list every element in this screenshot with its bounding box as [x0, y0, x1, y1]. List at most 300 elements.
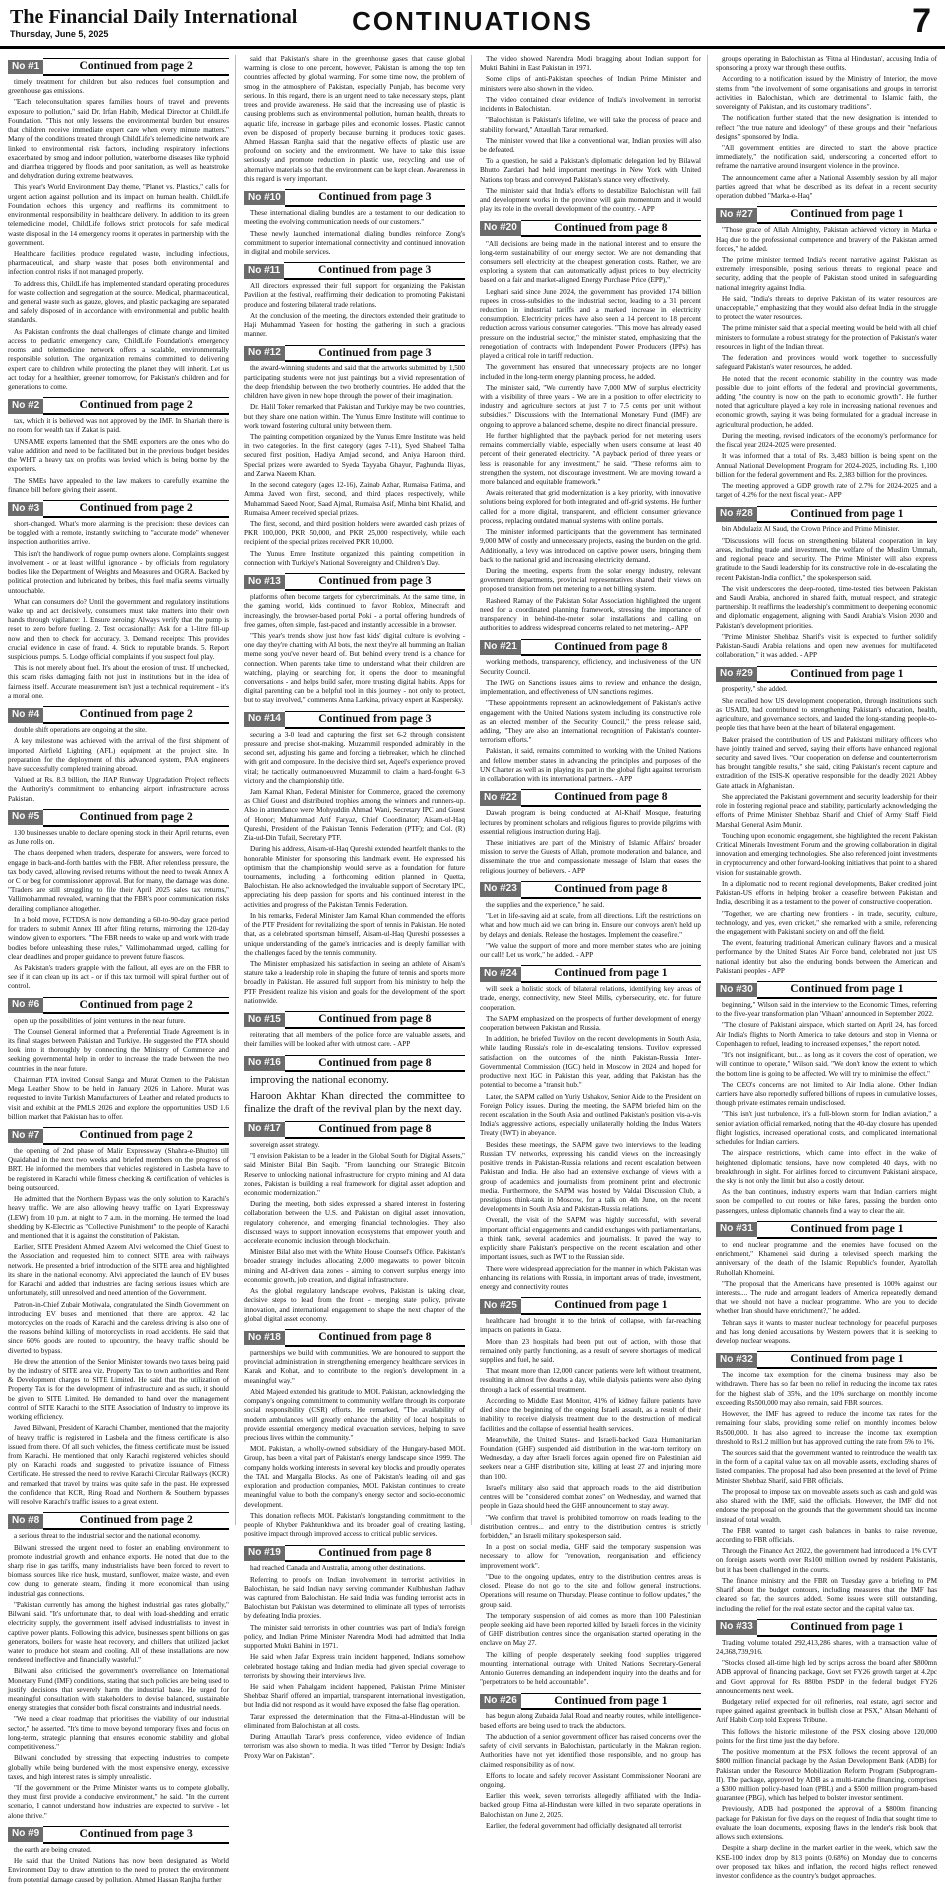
- article-number-badge: No #15: [244, 1013, 285, 1028]
- article-paragraph: Pakistan, it said, remains committed to working with the United Nations and fellow member states in advancing the principles and purposes of the UN Charter as well as in playing its part in the global fight against terrorism in collaboration with its international partners. - APP: [480, 747, 701, 784]
- article-number-badge: No #20: [480, 221, 521, 236]
- article-number-badge: No #12: [244, 346, 285, 361]
- article-paragraph: Through the Finance Act 2022, the government had introduced a 1% CVT on foreign assets worth over Rs100 million owned by resident Pakistanis, but it has been challenged in the courts.: [716, 1547, 937, 1574]
- article-body: [8, 829, 229, 992]
- article-body: [480, 1712, 701, 1831]
- page-number: 7: [912, 2, 931, 40]
- article-paragraph: "We confirm that travel is prohibited tomorrow on roads leading to the distribution centres... and entry to the distribution centres is strictly forbidden," an Israeli military spokesperson said.: [480, 1513, 701, 1540]
- article-paragraph: "Let in life-saving aid at scale, from all directions. Lift the restrictions on what and how much aid we can bring in. Ensure our convoys aren't held up by delays and denials. Release the hostages. Implement the ceasefire.": [480, 912, 701, 939]
- columns-container: [0, 49, 945, 1884]
- article-body: [8, 417, 229, 495]
- article-paragraph: Bilwani concluded by stressing that expecting industries to compete globally while being burdened with the most expensive energy, excessive taxes, and high interest rates is simply unrealistic.: [8, 1754, 229, 1781]
- article-heading: Continued from page 3: [43, 1826, 229, 1844]
- article-paragraph: The federation and provinces would work together to successfully safeguard Pakistan's water resources, he added.: [716, 354, 937, 372]
- article-header: [8, 707, 229, 723]
- article-paragraph: "Due to the ongoing updates, entry to the distribution centres areas is closed. Please do not go to the site and follow general instructions. Operations will resume on Thursday. Please continue to follow updates," the group said.: [480, 1572, 701, 1609]
- article-paragraph: The abduction of a senior government officer has raised concerns over the safety of civil servants in Balochistan, particularly in the Makran region. Authorities have not yet identified those responsible, and no group has claimed responsibility as of now.: [480, 1732, 701, 1769]
- issue-date: Thursday, June 5, 2025: [10, 29, 109, 39]
- article: [8, 810, 229, 992]
- article-paragraph: bin Abdulaziz Al Saud, the Crown Prince and Prime Minister.: [722, 525, 900, 534]
- article: [716, 1620, 937, 1881]
- article-paragraph: As Pakistan's traders grapple with the fallout, all eyes are on the FBR to see if it can clean up its act - or if this tax turmoil will spiral further out of control.: [8, 963, 229, 991]
- article: [8, 707, 229, 804]
- article-heading: Continued from page 2: [43, 809, 229, 827]
- article-heading: Continued from page 8: [285, 1055, 465, 1073]
- article: [716, 207, 937, 500]
- article-header: [716, 506, 937, 522]
- article-body: [480, 55, 701, 215]
- article-number-badge: No #22: [480, 791, 521, 806]
- article-header: [716, 207, 937, 223]
- article: [716, 982, 937, 1216]
- article-header: [716, 1352, 937, 1368]
- article-body: [480, 1317, 701, 1687]
- article-paragraph: Trading volume totaled 292,413,286 shares, with a transaction value of 24,368,739,916.: [716, 1638, 937, 1656]
- article-paragraph: The temporary suspension of aid comes as more than 100 Palestinian people seeking aid have been reported killed by Israeli forces in the vicinity of GHF distribution centres since the organisation started operating in the enclave on May 27.: [480, 1611, 701, 1648]
- article-paragraph: Abid Majeed extended his gratitude to MOL Pakistan, acknowledging the company's ongoing commitment to community welfare through its corporate social responsibility (CSR) efforts. He remarked, "The availability of modern ambulances will greatly enhance the ability of local hospitals to provide essential emergency medical evacuation services, helping to save precious lives within the community.": [244, 1387, 465, 1442]
- article-body: [244, 1349, 465, 1539]
- article-paragraph: UNSAME experts lamented that the SME exporters are the ones who do value addition and need to be facilitated but in the previous budget besides the WHT a heavy tax on profits was levied which is being borne by the exporters.: [8, 437, 229, 474]
- article-paragraph: The minister said terrorists in other countries was part of India's foreign policy, and Indian Prime Minister Narendra Modi had admitted that India supported Mukti Bahini in 1971.: [244, 1623, 465, 1651]
- article-paragraph: Tarar expressed the determination that the Fitna-al-Hindustan will be eliminated from Balochistan at all costs.: [244, 1712, 465, 1730]
- article: [244, 263, 465, 339]
- article-paragraph: He said, "India's threats to deprive Pakistan of its water resources are unacceptable," emphasizing that they would also defeat India in the struggle to protect the water resources.: [716, 294, 937, 322]
- article-paragraph: Some clips of anti-Pakistan speeches of Indian Prime Minister and ministers were also shown in the video.: [480, 75, 701, 93]
- article-paragraph: According to a notification issued by the Ministry of Interior, the move stems from "the involvement of some organisations and groups in terrorist activities in Balochistan, which are detrimental to Islamic faith, the sovereignty of Pakistan, and its customary traditions".: [716, 75, 937, 112]
- article-paragraph: This follows the historic milestone of the PSX closing above 120,000 points for the first time just the day before.: [716, 1727, 937, 1745]
- article-paragraph: To a question, he said a Pakistan's diplomatic delegation led by Bilawal Bhutto Zardari had held important meetings in New York with United Nations top brass and conveyed Pakistan's stance very effectively.: [480, 157, 701, 184]
- article-number-badge: No #25: [480, 1299, 521, 1314]
- article: [244, 712, 465, 1006]
- article-number-badge: No #28: [716, 507, 757, 522]
- article: [8, 398, 229, 495]
- article-paragraph: reiterating that all members of the police force are valuable assets, and their families will be looked after with utmost care. - APP: [244, 1031, 465, 1049]
- article-paragraph: Jam Kamal Khan, Federal Minister for Commerce, graced the ceremony as Chief Guest and distributed trophies among the winners and runners-up. Also in attendance were Mohyuddin Ahmad Wani, Secretary IPC and Guest of Honor; Muhammad Arif Faryaz, Chief Coordinator; Aisam-ul-Haq Qureshi, President of the Pakistan Tennis Federation (PTF); and Col. (R) Zia-ud-Din Tufail, Secretary PTF.: [244, 788, 465, 843]
- article-paragraph: He said when Pahalgam incident happened, Pakistan Prime Minister Shehbaz Sharif offered an impartial, transparent international investigation, but India did not respond as it would have exposed the false flag operation.: [244, 1683, 465, 1710]
- article-paragraph: Dr. Halil Toker remarked that Pakistan and Turkiye may be two countries, but they share one nation within. The Yunus Emre Institute will continue to work toward fostering cultural unity between them.: [244, 403, 465, 430]
- article-paragraph: The chaos deepened when traders, desperate for answers, were forced to engage in back-and-forth battles with the FBR. After relentless pressure, the tax body caved, allowing revised returns without the need to tweak Annex A or C or beg for commissioner approval. But for many, the damage was done. "Traders are still struggling to file their April 2025 sales tax returns," Vallimohammad revealed, warning that the FBR's poor communication risks derailing compliance altogether.: [8, 849, 229, 913]
- article-paragraph: This isn't the handiwork of rogue pump owners alone. Complaints suggest involvement - or at least willful ignorance - by officials from regulatory bodies like the Department of Weights and Measures and OGRA. Backed by political protection and lubricated by bribes, this fuel mafia seems virtually untouchable.: [8, 549, 229, 595]
- article-paragraph: To address this, ChildLife has implemented standard operating procedures for waste collection and segregation at the source. Medical, pharmaceutical, and general waste such as gauze, gloves, and plastic packaging are separated and safely disposed of in accordance with environmental and public health standards.: [8, 279, 229, 325]
- article-number-badge: No #32: [716, 1353, 757, 1368]
- article: [480, 1693, 701, 1831]
- article: [8, 1513, 229, 1821]
- article-body: [480, 240, 701, 634]
- article-paragraph: Despite a sharp decline in the market earlier in the week, which saw the KSE-100 index drop by 813 points (0.68%) on Monday due to concerns over proposed tax hikes and inflation, the record highs reflect renewed investor confidence as the country's budget approaches.: [716, 1844, 937, 1880]
- masthead: [0, 0, 945, 49]
- article-heading: Continued from page 1: [757, 1351, 937, 1369]
- article-paragraph: The Yunus Emre Institute organized this painting competition in connection with Turkiye's National Sovereignty and Children's Day.: [244, 549, 465, 567]
- article-paragraph: Tehran says it wants to master nuclear technology for peaceful purposes and has long denied accusations by Western powers that it is seeking to develop nuclear weapons.: [716, 1318, 937, 1346]
- article-header: [8, 1128, 229, 1144]
- article: [480, 1298, 701, 1687]
- article-paragraph: partnerships we build with communities. We are honoured to support the provincial administration in strengthening emergency healthcare services in Karak and Kohat, and to contribute to the region's development in a meaningful way.": [244, 1349, 465, 1385]
- article-paragraph: The notification further stated that the new designation is intended to reflect "the true nature and ideology" of these groups and their "nefarious designs" sponsored by India.: [716, 114, 937, 141]
- article: [716, 506, 937, 660]
- article-paragraph: These international dialing bundles are a testament to our dedication to meeting the evolving communication needs of our customers.": [244, 209, 465, 227]
- article-paragraph: Budgetary relief expected for oil refineries, real estate, agri sector and rupee gained against greenback in bullish close at PSX," Ahsan Mehanti of Arif Habib Corp told Express Tribune.: [716, 1698, 937, 1725]
- article-header: [244, 712, 465, 728]
- article: [244, 190, 465, 257]
- article-paragraph: All directors expressed their full support for organizing the Pakistan Pavilion at the festival, reaffirming their dedication to promoting Pakistani produce and fostering bilateral trade relations.: [244, 282, 465, 309]
- article-heading: Continued from page 1: [757, 206, 937, 224]
- column-3: [480, 55, 708, 1830]
- article-paragraph: a serious threat to the industrial sector and the national economy.: [14, 1532, 201, 1541]
- article-header: [8, 501, 229, 517]
- article-heading: Continued from page 1: [757, 1619, 937, 1637]
- article-header: [244, 574, 465, 590]
- article-body: [716, 1639, 937, 1881]
- article-body: [716, 1371, 937, 1613]
- article: [8, 1827, 229, 1885]
- article-paragraph: He further highlighted that the payback period for net metering users remains commercially viable, especially when users consume at least 40 percent of their generated electricity. "A payback period of three years or less is reasonable for any investment," he said. "These reforms aim to strengthen the system, not discourage investment. We are moving toward a more balanced and equitable framework.": [480, 431, 701, 486]
- article-paragraph: During the meeting, experts from the solar energy industry, relevant government departments, provincial representatives shared their views on proposed transition from net metering to a net billing system.: [480, 566, 701, 594]
- article-paragraph: The prime minister termed India's recent narrative against Pakistan as extremely irresponsible, posing serious threats to regional peace and security, adding that the people of Pakistan stood united in safeguarding national integrity against India.: [716, 255, 937, 292]
- article-paragraph: These initiatives are part of the Ministry of Islamic Affairs' broader mission to serve the Guests of Allah, promote moderation and balance, and disseminate the true and compassionate message of Islam that eases the religious journey of believers. - APP: [480, 838, 701, 875]
- article-paragraph: "We need a clear roadmap that prioritises the viability of our industrial sector," he asserted. "It's time to move beyond temporary fixes and focus on long-term, strategic planning that ensures economic stability and global competitiveness.": [8, 1715, 229, 1752]
- article-paragraph: Israel's military also said that approach roads to the aid distribution centres will be "considered combat zones" on Wednesday, and warned that people in Gaza should heed the GHF announcement to stay away.: [480, 1483, 701, 1511]
- article-paragraph: Efforts to locate and safely recover Assistant Commissioner Noorani are ongoing.: [480, 1771, 701, 1789]
- article-paragraph: The Minister emphasized his satisfaction in seeing an athlete of Aisam's stature take a leadership role in shaping the future of tennis and sports more broadly in Pakistan. He assured full support from his ministry to help the PTF President realize his vision and goals for the development of the sport nationwide.: [244, 959, 465, 1005]
- article-header: [244, 345, 465, 361]
- article-paragraph: Dawah program is being conducted at Al-Khaif Mosque, featuring lectures by prominent scholars and religious figures to provide pilgrims with essential religious instruction during Hajj.: [480, 809, 701, 836]
- article-paragraph: the supplies and the experience," he said.: [486, 900, 605, 909]
- article-paragraph: tax, which it is believed was not approved by the IMF. In Shariah there is no room for wealth tax if Zakat is paid.: [8, 417, 229, 435]
- article-number-badge: No #4: [8, 708, 43, 723]
- article-number-badge: No #10: [244, 191, 285, 206]
- article-paragraph: Rasheed Ramay of the Pakistan Solar Association highlighted the urgent need for a coordinated planning framework, stressing the importance of transparency in behind-the-meter solar installations and calling on authorities to address widespread concerns related to net metering.- APP: [480, 596, 701, 633]
- article-paragraph: What can consumers do? Until the government and regulatory institutions wake up and act decisively, consumers must take matters into their own hands through vigilance: 1. Ensure zeroing: Always verify that the pump is reset to zero before fueling. 2. Test occasionally: Ask for a 1-litre fill-up now and then to check for accuracy. 3. Demand receipts: This provides crucial evidence in case of fraud. 4. Stick to reputable brands. 5. Report suspicious pumps. 5. Lodge official complaints if you suspect foul play.: [8, 597, 229, 662]
- article: [716, 1222, 937, 1346]
- article-paragraph: In his remarks, Federal Minister Jam Kamal Khan commended the efforts of the PTF President for revitalizing the sport of tennis in Pakistan. He noted that, as a celebrated sportsman himself, Aisam-ul-Haq Qureshi possesses a unique understanding of the game's intricacies and is deeply familiar with the challenges faced by the tennis community.: [244, 911, 465, 957]
- article-paragraph: "If the government or the Prime Minister wants us to compete globally, they must first provide a conducive environment," he said. "In the current scenario, I cannot understand how industries are expected to survive - let alone thrive.": [8, 1784, 229, 1820]
- article-number-badge: No #31: [716, 1222, 757, 1237]
- article-paragraph: Chairman PTA invited Consul Sanga and Murat Ozmen to the Pakistan Mega Leather Show to be held in January 2026 in Lahore. Murat was requested to invite Turkish Manufacturers of Leather and related products to visit and exhibit at the PMLS 2026 and explore the opportunities USD 1.6 billion market that Pakistan has to offer.: [8, 1075, 229, 1121]
- article-number-badge: No #24: [480, 967, 521, 982]
- article-paragraph: prosperity," she added.: [722, 685, 788, 694]
- article-paragraph: "These appointments represent an acknowledgement of Pakistan's active engagement with the United Nations system including its constructive role as an elected member of the Security Council," the press release said, adding, "They are also an international recognition of Pakistan's counter-terrorism efforts.": [480, 699, 701, 745]
- article-body: [480, 985, 701, 1292]
- article-header: [716, 1620, 937, 1636]
- article-header: [8, 810, 229, 826]
- article-body: [244, 1074, 465, 1115]
- article-paragraph: The FBR wanted to target cash balances in banks to raise revenue, according to FBR officials.: [716, 1526, 937, 1544]
- article-paragraph: The IWG on Sanctions issues aims to review and enhance the design, implementation, and effectiveness of UN sanctions regimes.: [480, 678, 701, 697]
- article-number-badge: No #27: [716, 208, 757, 223]
- article-heading: Continued from page 8: [521, 789, 701, 807]
- article-paragraph: The minister vowed that like a conventional war, Indian proxies will also be defeated.: [480, 136, 701, 154]
- article-heading: Continued from page 1: [521, 965, 701, 983]
- article-paragraph: groups operating in Balochistan as 'Fitna al Hindustan', accusing India of sponsoring a proxy war through these outfits.: [716, 55, 937, 73]
- article-number-badge: No #3: [8, 502, 43, 517]
- article-heading: Continued from page 8: [521, 881, 701, 899]
- article-paragraph: The CEO's concerns are not limited to Air India alone. Other Indian carriers have also reportedly suffered billions of rupees in cumulative losses, though private estimates remain undisclosed.: [716, 1080, 937, 1108]
- article-paragraph: "Those grace of Allah Almighty, Pakistan achieved victory in Marka e Haq due to the professional competence and bravery of the Pakistan armed forces," he added.: [716, 226, 937, 253]
- paper-name[interactable]: The Financial Daily International: [10, 6, 298, 28]
- article-heading: Continued from page 2: [43, 1512, 229, 1530]
- article-paragraph: improving the national economy.: [250, 1075, 389, 1087]
- article-heading: Continued from page 8: [285, 1329, 465, 1347]
- article-paragraph: short-changed. What's more alarming is the precision: these devices can be toggled with a remote, instantly switching to "accurate mode" whenever inspection authorities arrive.: [8, 519, 229, 547]
- article-header: [244, 1330, 465, 1346]
- article-paragraph: Referring to proofs on Indian involvement in terrorist activities in Balochistan, he said Indian navy serving commander Kulbhushan Jadhav was captured from Balochistan. He said India was funding terrorist acts in Balochistan but Pakistan was determined to eliminate all types of terrorists by defeating India proxies.: [244, 1575, 465, 1621]
- article-body: [8, 726, 229, 804]
- article-header: [8, 998, 229, 1014]
- article-paragraph: Earlier, SITE President Ahmed Azeem Alvi welcomed the Chief Guest to the Association and requested him to connect SITE area with railways network. He presented a brief introduction of the SITE area and highlighted its share in the national economy. Alvi appreciated the launch of EV buses for Karachi and added that industries are facing serious issues which are unfortunately, still unresolved and need attention of the Government.: [8, 1243, 229, 1298]
- article: [480, 882, 701, 960]
- article-paragraph: During the meeting, revised indicators of the economy's performance for the fiscal year 2024-2025 were presented.: [716, 431, 937, 450]
- article-header: [244, 1055, 465, 1071]
- article-heading: Continued from page 3: [284, 262, 465, 280]
- article-paragraph: Besides these meetings, the SAPM gave two interviews to the leading Russian TV networks, expressing his candid views on the increasingly positive trends in Pakistan-Russia relations and recent escalation between Pakistan and India. He also had an extensive exchange of views with a group of academics and journalists from prominent print and electronic media. Furthermore, the SAPM was hosted by Valdai Discussion Club, a prestigious think-tank in Moscow, for a talk on 4th June, on the recent developments in South Asia and Pakistan-Russia relations.: [480, 1140, 701, 1214]
- article-paragraph: The minister said that India's efforts to destabilize Balochistan will fail and development works in the province will gain momentum and it would play its role in the overall development of the country. - APP: [480, 186, 701, 214]
- article-paragraph: The airspace restrictions, which came into effect in the wake of heightened diplomatic tensions, have now completed 40 days, with no breakthrough in sight. For airlines forced to circumvent Pakistani airspace, the sky is not only the limit but also a costly detour.: [716, 1149, 937, 1185]
- article-number-badge: No #18: [244, 1331, 285, 1346]
- article-heading: Continued from page 3: [285, 711, 465, 729]
- article-paragraph: The minister said, "We currently have 7,000 MW of surplus electricity with a visibility of three years - We are in a position to offer electricity to industry and agriculture sectors at just 7 to 7.5 cents per unit without subsidies." Discussions with the International Monetary Fund (IMF) are ongoing to approve a balanced scheme, despite no direct financial pressure.: [480, 383, 701, 429]
- article-paragraph: This is not merely about fuel. It's about the erosion of trust. If unchecked, this scam risks damaging faith not just in institutions but in the idea of fairness itself. Accurate measurement isn't just a technical requirement - it's a moral one.: [8, 664, 229, 700]
- article-paragraph: The government has ensured that unnecessary projects are no longer included in the long-term energy planning process, he added.: [480, 363, 701, 381]
- article-heading: Continued from page 8: [285, 1011, 465, 1029]
- article-paragraph: In addition, he briefed Tuvilov on the recent developments in South Asia, while lauding Russia's role in de-escalating tensions. Tuvilov expressed satisfaction on the outcomes of the ninth Pakistan-Russia Inter-Governmental Commission (IGC) held in Moscow in 2024 and hoped for productive next IGC in Pakistan this year, adding that Pakistan has the potential to become a "transit hub.": [480, 1035, 701, 1090]
- article-header: [8, 398, 229, 414]
- article-paragraph: In a post on social media, GHF said the temporary suspension was necessary to allow for "renovation, reorganisation and efficiency improvement work".: [480, 1543, 701, 1570]
- article-body: [8, 1017, 229, 1122]
- article-number-badge: No #14: [244, 712, 285, 727]
- article-header: [244, 190, 465, 206]
- article-body: [8, 78, 229, 392]
- article-paragraph: The positive momentum at the PSX follows the recent approval of an $800 million financial package by the Asian Development Bank (ADB) for Pakistan under the Resource Mobilization Reform Program (Subprogram-II). The package, approved by ADB as a multi-tranche financing, comprises a $300 million policy-based loan (PBL) and a $500 million program-based guarantee (PBG), which has helped to bolster investor sentiment.: [716, 1748, 937, 1803]
- article-paragraph: Overall, the visit of the SAPM was highly successful, with several important official engagements and candid exchanges with parliamentarians, a think tank, several academics and journalists. It paved the way to explicitly share Pakistan's perspective on the recent escalation and other important issues, such as IWT to the Russian side.: [480, 1216, 701, 1262]
- article: [480, 639, 701, 784]
- article-number-badge: No #26: [480, 1694, 521, 1709]
- article-heading: Continued from page 2: [43, 500, 229, 518]
- article-paragraph: Leghari said since June 2024, the government has provided 174 billion rupees in cross-subsidies to the industrial sector, leading to a 31 percent reduction in industrial tariffs and a marked increase in electricity consumption. Electricity prices have also seen a 14 percent to 18 percent reduction across various consumer categories. "This move has already eased pressure on the industrial sector," the minister stated, emphasizing that the renegotiation of contracts with Independent Power Producers (IPPs) has played a critical role in tariff reduction.: [480, 287, 701, 361]
- article-paragraph: "The proposal that the Americans have presented is 100% against our interests.... The rude and arrogant leaders of America repeatedly demand that we should not have a nuclear programme. Who are you to decide whether Iran should have enrichment?," he added.: [716, 1279, 937, 1316]
- article-heading: Continued from page 1: [521, 1297, 701, 1315]
- article-paragraph: However, the IMF has agreed to reduce the income tax rates for the remaining four slabs, providing some relief on monthly incomes below Rs500,000. It has also agreed to increase the income tax exemption threshold to Rs1.2 million but has approved cutting the rate from 5% to 1%.: [716, 1410, 937, 1446]
- article-number-badge: No #16: [244, 1056, 285, 1071]
- article-header: [480, 1298, 701, 1314]
- article-paragraph: Haroon Akhtar Khan directed the committee to finalize the draft of the revival plan by the next day.: [244, 1090, 465, 1115]
- article-heading: Continued from page 1: [757, 981, 937, 999]
- article-paragraph: During Attaullah Tarar's press conference, video evidence of Indian terrorism was also shown to media. It was titled "Terror by Design: India's Proxy War on Pakistan".: [244, 1733, 465, 1760]
- article-body: [480, 901, 701, 960]
- article-paragraph: healthcare had brought it to the brink of collapse, with far-reaching impacts on patients in Gaza.: [480, 1317, 701, 1335]
- article-paragraph: He drew the attention of the Senior Minister towards two taxes being paid by the industry of SITE area viz. Property Tax to town authorities and Rent & Development charges to SITE Limited. He said that the utilization of Property Tax is for the development of infrastructure and as such, it should be given to SITE Limited. He demanded to hand over the management control of SITE Karachi to the SITE Association of Industry to improve its working efficiency.: [8, 1357, 229, 1422]
- article-paragraph: The meeting approved a GDP growth rate of 2.7% for 2024-2025 and a target of 4.2% for the next fiscal year.- APP: [716, 481, 937, 500]
- article-number-badge: No #6: [8, 998, 43, 1013]
- article: [8, 59, 229, 392]
- article-number-badge: No #17: [244, 1122, 285, 1137]
- article-body: [8, 520, 229, 701]
- article-number-badge: No #11: [244, 264, 284, 279]
- article-paragraph: the opening of 2nd phase of Malir Expressway (Shahra-e-Bhutto) till Quaidabad in the next two weeks and briefed members on the progress of BRT. He informed the members that vehicles registered in Lasbela have to be registered in Karachi while fitness checking & certification of vehicles is being outsourced.: [8, 1147, 229, 1192]
- article-paragraph: "Pakistan currently has among the highest industrial gas rates globally," Bilwani said. "It's unfortunate that, to deal with load-shedding and erratic electricity supply, the government itself advised industrialists to invest in captive power plants. Following this advice, businesses spent billions on gas generators, boilers for waste heat recovery, and chillers that utilized jacket water to produce hot steam and cooling. All of these installations are now rendered ineffective and financially wasteful.": [8, 1600, 229, 1665]
- article-paragraph: "All government entities are directed to start the above practice immediately," the notification said, underscoring a concerted effort to reframe the narrative around insurgent violence in the province.: [716, 143, 937, 171]
- article-heading: Continued from page 2: [43, 397, 229, 415]
- article-paragraph: has begun along Zubaida Jalal Road and nearby routes, while intelligence-based efforts are being used to track the abductors.: [480, 1712, 701, 1730]
- article-paragraph: He said that the United Nations has now been designated as World Environment Day to draw attention to the need to protect the environment from potential damage caused by pollution. Ahmed Hassan Ranjha further: [8, 1857, 229, 1884]
- article-paragraph: He admitted that the Northern Bypass was the only solution to Karachi's heavy traffic. We are also allowing heavy traffic on Lyari Expressway (LEW) from 10 p.m. at night to 7 a.m. in the morning. He termed the load shedding by K-Electric as "Collective Punishment" to the people of Karachi and mentioned that it is against the constitution of Pakistan.: [8, 1195, 229, 1240]
- article-body: [244, 593, 465, 706]
- article-heading: Continued from page 1: [757, 506, 937, 524]
- article-heading: Continued from page 8: [285, 1545, 465, 1563]
- article-paragraph: As the global regulatory landscape evolves, Pakistan is taking clear, decisive steps to lead from the front - merging state policy, private innovation, and international engagement to shape the next chapter of the global digital asset economy.: [244, 1287, 465, 1323]
- article: [244, 1122, 465, 1324]
- article-paragraph: MOL Pakistan, a wholly-owned subsidiary of the Hungary-based MOL Group, has been a vital part of Pakistan's energy landscape since 1999. The company holds working interests in several key blocks and proudly operates the TAL and Margalla Blocks. As one of Pakistan's leading oil and gas exploration and production companies, MOL Pakistan continues to create meaningful value to both the company's energy sector and socio-economic development.: [244, 1445, 465, 1509]
- article-heading: Continued from page 3: [285, 189, 465, 207]
- article-body: [244, 364, 465, 568]
- article-header: [480, 1693, 701, 1709]
- article-heading: Continued from page 2: [43, 1127, 229, 1145]
- article-paragraph: These newly launched international dialing bundles reinforce Zong's commitment to superior international connectivity and continued innovation in digital and mobile services.: [244, 229, 465, 256]
- article-heading: Continued from page 2: [43, 58, 229, 76]
- article-header: [244, 1122, 465, 1138]
- article-heading: Continued from page 1: [521, 1693, 701, 1711]
- article-body: [716, 685, 937, 976]
- article-body: [244, 55, 465, 184]
- article-paragraph: sovereign asset strategy.: [250, 1140, 320, 1149]
- article: [244, 574, 465, 706]
- article: [244, 1012, 465, 1049]
- article: [8, 501, 229, 701]
- article-body: [8, 1147, 229, 1507]
- article-paragraph: The killing of people desperately seeking food supplies triggered mounting international outrage with United Nations Secretary-General Antonio Guterres demanding an independent inquiry into the deaths and for "perpetrators to be held accountable".: [480, 1650, 701, 1687]
- article-body: [244, 731, 465, 1006]
- article-paragraph: Earlier this week, seven terrorists allegedly affiliated with the India-backed group Fitna al-Hindustan were killed in two separate operations in Balochistan on June 2, 2025.: [480, 1792, 701, 1819]
- article-paragraph: The prime minister said that a special meeting would be held with all chief ministers to formulate a robust strategy for the protection of Pakistan's water resources in light of the Indian threat.: [716, 324, 937, 351]
- article-number-badge: No #19: [244, 1546, 285, 1561]
- article-header: [480, 790, 701, 806]
- article-paragraph: During his address, Aisam-ul-Haq Qureshi extended heartfelt thanks to the honorable Minister for sponsoring this landmark event. He expressed his optimism that the championship would serve as a foundation for future tournaments, including a forthcoming edition planned in Quetta, Balochistan. He also acknowledged the invaluable support of Secretary IPC, appreciating his deep passion for sports and his continued interest in the activities and progress of the Pakistan Tennis Federation.: [244, 845, 465, 909]
- article-body: [716, 525, 937, 660]
- article-header: [480, 882, 701, 898]
- article-heading: Continued from page 8: [521, 639, 701, 657]
- article-body: [716, 55, 937, 201]
- article-paragraph: She recalled how US development cooperation, through institutions such as USAID, had contributed to strengthening Pakistan's education, health, agriculture, and governance sectors, and lauded the long-standing people-to-people ties that have been at the heart of bilateral engagement.: [716, 696, 937, 733]
- article-body: [244, 1031, 465, 1049]
- article-number-badge: No #30: [716, 983, 757, 998]
- article-header: [244, 263, 465, 279]
- article: [480, 55, 701, 215]
- article-paragraph: beginning," Wilson said in the interview to the Economic Times, referring to the five-year transformation plan 'Vihaan' announced in September 2022.: [716, 1001, 937, 1019]
- article-paragraph: There were widespread appreciation for the manner in which Pakistan was enhancing its relations with Russia, in important areas of trade, investment, energy and connectivity routes: [480, 1264, 701, 1291]
- article: [244, 55, 465, 184]
- article-body: [244, 282, 465, 339]
- article: [480, 790, 701, 876]
- article-heading: Continued from page 3: [285, 573, 465, 591]
- article-paragraph: timely treatment for children but also reduces fuel consumption and greenhouse gas emissions.: [8, 78, 229, 96]
- article-body: [8, 1532, 229, 1821]
- article-paragraph: The visit underscores the deep-rooted, time-tested ties between Pakistan and Saudi Arabia, anchored in shared faith, mutual respect, and strategic partnership. It reaffirms the leadership's commitment to deepening economic and diplomatic engagement, aligning with Saudi Arabia's Vision 2030 and Pakistan's development priorities.: [716, 584, 937, 630]
- article-header: [244, 1012, 465, 1028]
- article-paragraph: More than 23 hospitals had been put out of action, with those that remained only partly functioning, as a result of severe shortages of medical supplies and fuel, he said.: [480, 1337, 701, 1365]
- article-heading: Continued from page 1: [757, 1221, 937, 1239]
- article-paragraph: Earlier, the federal government had officially designated all terrorist: [486, 1821, 682, 1830]
- article-paragraph: That meant more than 12,000 cancer patients were left without treatment, resulting in almost five deaths a day, while dialysis patients were also dying through a lack of essential treatment.: [480, 1367, 701, 1394]
- section-title: CONTINUATIONS: [352, 6, 593, 36]
- article-paragraph: He noted that the recent economic stability in the country was made possible due to joint efforts of the federal and provincial governments, adding "the country is now on the path to economic growth". He further noted that agriculture played a key role in increasing national revenues and economic growth, saying it was being formulated for a gradual increase in agricultural production, he added.: [716, 374, 937, 429]
- article-paragraph: to end nuclear programme and the enemies have focused on the enrichment," Khamenei said during a televised speech marking the anniversary of the death of the Islamic Republic's founder, Ayatollah Ruhollah Khomeini.: [716, 1240, 937, 1277]
- article: [716, 1352, 937, 1613]
- article-body: [716, 226, 937, 500]
- article-header: [8, 1513, 229, 1529]
- article-number-badge: No #2: [8, 399, 43, 414]
- article-header: [716, 982, 937, 998]
- article-paragraph: "I envision Pakistan to be a leader in the Global South for Digital Assets," said Minister Bilal Bin Saqib. "From launching our Strategic Bitcoin Reserve to unlocking national infrastructure for crypto mining and AI data zones, Pakistan is building a real framework for digital asset adoption and economic modernization.": [244, 1152, 465, 1197]
- article-paragraph: In a diplomatic nod to recent regional developments, Baker credited joint Pakistan-US efforts in helping broker a ceasefire between Pakistan and India, describing it as a testament to the power of constructive cooperation.: [716, 879, 937, 907]
- article-header: [716, 666, 937, 682]
- article-header: [480, 966, 701, 982]
- article-paragraph: "This isn't just turbulence, it's a full-blown storm for Indian aviation," a senior aviation official remarked, noting that the 40-day closure has upended flight logistics, increased operational costs, and complicated international schedules for Indian carriers.: [716, 1110, 937, 1147]
- article-paragraph: According to Middle East Monitor, 41% of kidney failure patients have died since the beginning of the ongoing Israeli assault, as a result of their inability to receive dialysis treatment due to the destruction of medical facilities and the collapse of essential health services.: [480, 1396, 701, 1433]
- article-paragraph: This year's World Environment Day theme, "Planet vs. Plastics," calls for urgent action against pollution and its impact on human health. ChildLife Foundation echoes this urgency and reaffirms its commitment to environmental responsibility in healthcare delivery. In addition to its green telemedicine model, ChildLife follows strict protocols for safe medical waste disposal in the 14 emergency rooms it operates in partnership with the government.: [8, 183, 229, 247]
- article-paragraph: At the conclusion of the meeting, the directors extended their gratitude to Haji Muhammad Yaseen for hosting the gathering in such a gracious manner.: [244, 311, 465, 339]
- column-1: [8, 55, 236, 1884]
- article-number-badge: No #8: [8, 1514, 43, 1529]
- article: [244, 345, 465, 568]
- article-paragraph: Javed Bilwani, President of Karachi Chamber, mentioned that the majority of heavy traffic is registered in Lasbela and the fitness certificate is also issued from there. Of all such vehicles, the fitness certificate must be issued from Karachi. He mentioned that only Karachi registered vehicles should ply on Karachi roads and suggested to privatize issuance of Fitness Certificate. He stressed the need to revive Karachi Circular Railways (KCR) and remarked that travel by trains was quite safe in the past. He expressed the confidence that KCR, Ring Road and Northern & Southern bypasses will resolve Karachi's traffic issues to a great extent.: [8, 1424, 229, 1507]
- article-paragraph: The video contained clear evidence of India's involvement in terrorist incidents in Balochistan.: [480, 95, 701, 114]
- article-paragraph: "Stocks closed all-time high led by scrips across the board after $800mn ADB approval of financing package, Govt set FY26 growth target at 4.2pc and Govt approval for Rs 880bn PSDP in the federal budget FY26 announcements next week.: [716, 1659, 937, 1695]
- article-paragraph: She appreciated the Pakistani government and security leadership for their role in fostering regional peace and stability, particularly acknowledging the efforts of Prime Minister Shehbaz Sharif and Chief of Army Staff Field Marshal General Asim Munir.: [716, 792, 937, 829]
- column-2: [244, 55, 472, 1760]
- article-paragraph: "Together, we are charting new frontiers - in trade, security, culture, technology, and yes, even cricket," she remarked with a smile, referencing the engagement with Pakistani society on and off the field.: [716, 909, 937, 936]
- article-number-badge: No #33: [716, 1620, 757, 1635]
- article-body: [716, 1001, 937, 1216]
- article-paragraph: The announcement came after a National Assembly session by all major parties agreed that what he described as its defeat in a recent security operation dubbed "Marka-e-Haq": [716, 173, 937, 201]
- article-body: [8, 1846, 229, 1885]
- article-paragraph: Valued at Rs. 8.3 billion, the JIAP Runway Upgradation Project reflects the Authority's commitment to enhancing airport infrastructure across Pakistan.: [8, 776, 229, 803]
- article-paragraph: Previously, ADB had postponed the approval of a $800m financing package for Pakistan for five days on the request of India that sought time to evaluate the loan documents, exposing flaws in the lender's risk book that allows such extensions.: [716, 1805, 937, 1842]
- article-paragraph: The first, second, and third position holders were awarded cash prizes of PKR 100,000, PKR 50,000, and PKR 25,000 respectively, while each recipient of the special prizes received PKR 10,000.: [244, 519, 465, 547]
- article: [8, 1128, 229, 1507]
- article-paragraph: In the second category (ages 12-16), Zainab Azhar, Rumaisa Fatima, and Amma Javed won first, second, and third places respectively, while Muhammad Saeed Noor, Saad Ajmal, Rumaisa Asif, Minha bint Khalid, and Rumaisa Ameer received special prizes.: [244, 481, 465, 517]
- article: [8, 998, 229, 1122]
- article-number-badge: No #9: [8, 1827, 43, 1842]
- article-paragraph: The Counsel General informed that a Preferential Trade Agreement is in its final stages between Pakistan and Turkiye. He suggested the PTA should look into it thoroughly by connecting the Ministry of Commerce and seeking governmental help in order to increase the trade between the two countries in the near future.: [8, 1027, 229, 1073]
- article-paragraph: Awais reiterated that grid modernization is a key priority, with innovative solutions being explored for both integrated and off-grid systems. He further called for a more digital, transparent, and efficient consumer grievance process, replacing outdated manual systems with online portals.: [480, 489, 701, 525]
- article-paragraph: The proposal to impose tax on moveable assets such as cash and gold was also shared with the IMF, said the officials. However, the IMF did not endorse the proposal on the grounds that the government should tax income instead of total wealth.: [716, 1487, 937, 1524]
- column-4: [716, 55, 937, 1880]
- article-paragraph: He said when Jafar Express train incident happened, Indians somehow celebrated hostage taking and Indian media had given special coverage to terrorists by showing their interviews live.: [244, 1653, 465, 1680]
- article-paragraph: "All decisions are being made in the national interest and to ensure the long-term sustainability of our energy sector. We are not demanding that consumers sell electricity at the cheapest generation costs. Rather, we are exploring a system that can automatically adjust prices to buy electricity based on a fair and market-aligned Energy Purchase Price (EPP),": [480, 239, 701, 285]
- article-header: [480, 639, 701, 655]
- article-paragraph: Baker praised the contribution of US and Pakistani military officers who have jointly trained and served, saying their efforts have enhanced regional security and saved lives. "Our cooperation on defense and counterterrorism has brought tangible results," she said, citing Pakistan's recent capture and extradition of the ISIS-K operative responsible for the deadly 2021 Abbey Gate attack in Afghanistan.: [716, 735, 937, 790]
- article-paragraph: The event, featuring traditional American culinary flavors and a musical performance by the United States Air Force band, celebrated not just US national identity but also the enduring bonds between the American and Pakistani peoples - APP: [716, 939, 937, 975]
- article-paragraph: Minister Bilal also met with the White House Counsel's Office. Pakistan's broader strategy includes allocating 2,000 megawatts to power bitcoin mining and AI-driven data zones - aiming to convert surplus energy into economic growth, job creation, and digital infrastructure.: [244, 1248, 465, 1284]
- article-number-badge: No #13: [244, 575, 285, 590]
- article-body: [480, 658, 701, 784]
- article-paragraph: As the ban continues, industry experts warn that Indian carriers might soon be compelled to cut routes or hike fares, passing the burden onto passengers, unless diplomatic channels find a way to clear the air.: [716, 1188, 937, 1215]
- article-heading: Continued from page 2: [43, 997, 229, 1015]
- article-paragraph: "It's not insignificant, but... as long as it covers the cost of operation, we will continue to operate," Wilson said. "We don't know the extent to which the bottom line is going to be affected. We will try to minimise the effect.": [716, 1051, 937, 1078]
- article-paragraph: Bilwani stressed the urgent need to foster an enabling environment to promote industrial growth and enhance exports. He noted that due to the sharp rise in gas tariffs, many industrialists have been forced to revert to biomass sources like rice husk, mustard, sunflower, maize waste, and even cow dung to generate steam, finding it more economical than using industrial gas connections.: [8, 1543, 229, 1598]
- article-paragraph: The income tax exemption for the cinema business may also be withdrawn. There has so far been no relief in reducing the income tax rates for the highest slab of 35%, and the 10% surcharge on monthly income exceeding Rs500,000 may also remain, said FBR sources.: [716, 1371, 937, 1407]
- article: [716, 666, 937, 976]
- article-paragraph: The painting competition organized by the Yunus Emre Institute was held in two categories. In the first category (ages 7-11), Syed Shaheel Talha secured first position, Hadiya Amjad second, and Aniya Haroon third. Special prizes were awarded to Syeda Tayyaba Ghayur, Paghunda Iliyas, and Zarwa Naeem Khan.: [244, 433, 465, 478]
- article: [480, 221, 701, 634]
- article-header: [244, 1545, 465, 1561]
- article-header: [480, 221, 701, 237]
- article-paragraph: The finance ministry and the FBR on Tuesday gave a briefing to PM Sharif about the budget contours, including measures that the IMF has cleared so far, the sources added. Some issues were still outstanding, including the relief for the real estate sector and the capital value tax.: [716, 1576, 937, 1613]
- article-paragraph: "The closure of Pakistani airspace, which started on April 24, has forced Air India's flights to North America to take detours and stop in Vienna or Copenhagen to refuel, leading to increased expenses," the report noted.: [716, 1021, 937, 1048]
- article-paragraph: The video showed Narendra Modi bragging about Indian support for Mukti Bahini in East Pakistan in 1971.: [480, 55, 701, 73]
- article-paragraph: The SMEs have appealed to the law makers to carefully examine the finance bill before giving their assent.: [8, 476, 229, 494]
- article-heading: Continued from page 1: [757, 666, 937, 684]
- article-number-badge: No #1: [8, 60, 43, 75]
